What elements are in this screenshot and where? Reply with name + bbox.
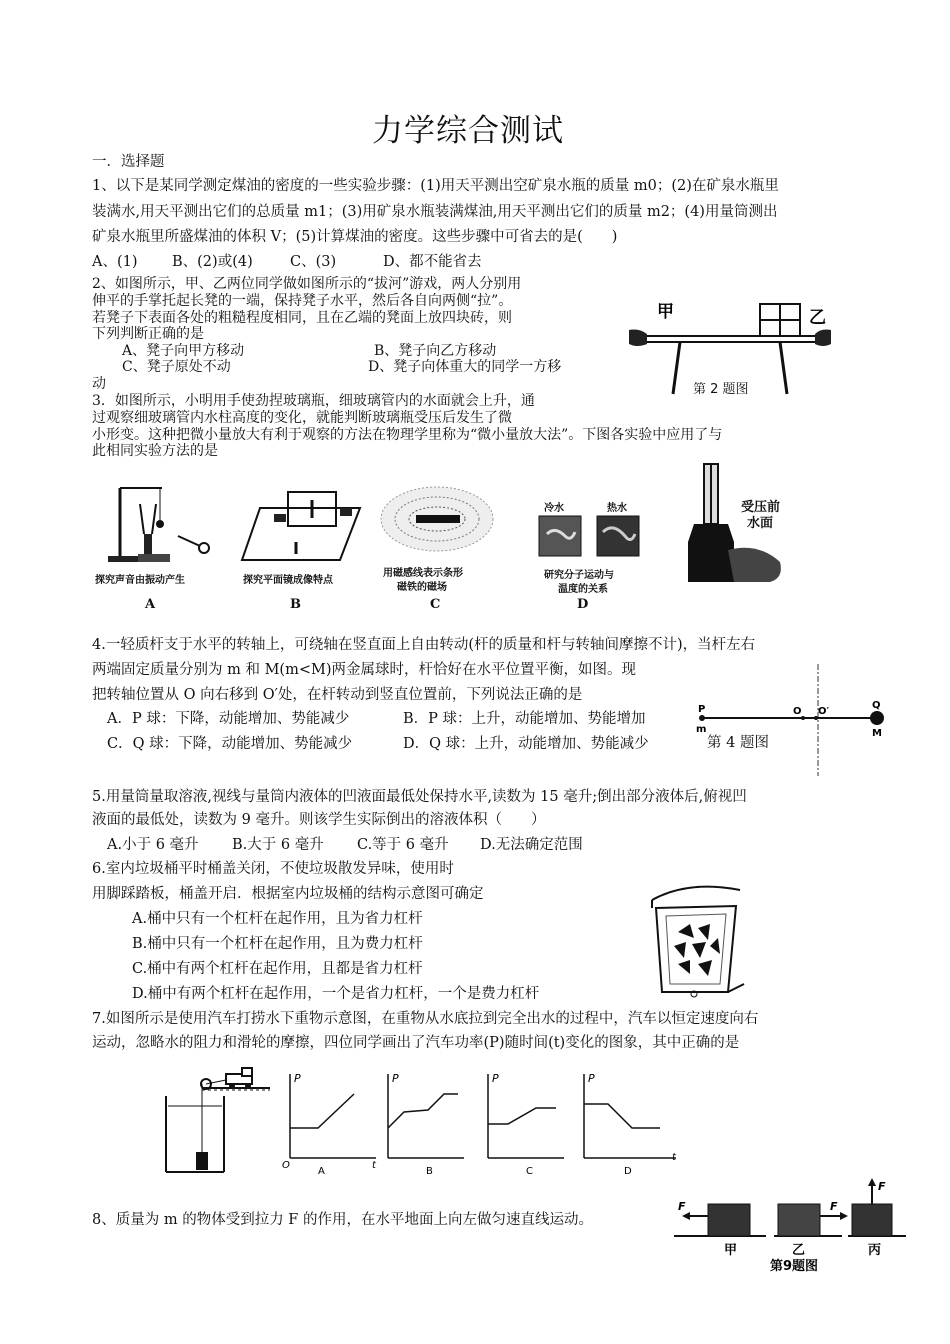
graph-d-axis-p: P xyxy=(588,1072,595,1085)
q1-option-b: B、(2)或(4) xyxy=(172,254,253,270)
fig-d-caption-1: 研究分子运动与 xyxy=(544,570,614,581)
q1-line-1: 1、以下是某同学测定煤油的密度的一些实验步骤：(1)用天平测出空矿泉水瓶的质量 m0；(2)在矿泉水瓶里 xyxy=(92,178,779,194)
fig-c-caption-2: 磁铁的磁场 xyxy=(397,582,447,593)
fig-b-letter: B xyxy=(290,597,301,612)
q4-line-1: 4.一轻质杆支于水平的转轴上，可绕轴在竖直面上自由转动(杆的质量和杆与转轴间摩擦不计)，当杆左右 xyxy=(92,637,756,653)
fig-c-caption-1: 用磁感线表示条形 xyxy=(383,568,463,579)
fig-d-letter: D xyxy=(577,597,589,612)
graph-b xyxy=(388,1072,464,1177)
q4-line-2: 两端固定质量分别为 m 和 M(m<M)两金属球时，杆恰好在水平位置平衡，如图。现 xyxy=(92,662,636,678)
hot-water-label: 热水 xyxy=(607,503,627,514)
q6-option-a: A.桶中只有一个杠杆在起作用，且为省力杠杆 xyxy=(132,911,423,927)
q4-figure-caption: 第 4 题图 xyxy=(707,735,769,751)
fig-a-caption: 探究声音由振动产生 xyxy=(95,575,185,586)
bottle-label-1: 受压前 xyxy=(741,500,781,515)
q3-line-4: 此相同实验方法的是 xyxy=(92,443,218,459)
force-label-3: F xyxy=(878,1180,886,1193)
q2-option-a: A、凳子向甲方移动 xyxy=(122,343,245,359)
forces-figure xyxy=(672,1174,908,1276)
q8-line: 8、质量为 m 的物体受到拉力 F 的作用，在水平地面上向左做匀速直线运动。 xyxy=(92,1212,593,1228)
q6-line-2: 用脚踩踏板，桶盖开启．根据室内垃圾桶的结构示意图可确定 xyxy=(92,886,484,902)
q4-option-b: B．P 球：上升，动能增加、势能增加 xyxy=(403,711,646,727)
graph-c-axis-p: P xyxy=(492,1072,499,1085)
q2-figure-caption: 第 2 题图 xyxy=(693,382,749,397)
lever-label-big-m: M xyxy=(872,728,882,739)
bench-label-jia: 甲 xyxy=(657,302,674,322)
q2-line-4: 下列判断正确的是 xyxy=(92,326,204,342)
q3-line-1: 3．如图所示，小明用手使劲捏玻璃瓶，细玻璃管内的水面就会上升，通 xyxy=(92,393,535,409)
lever-label-q: Q xyxy=(872,700,881,711)
bottle-label-2: 水面 xyxy=(747,516,774,531)
block-label-jia: 甲 xyxy=(724,1243,738,1258)
graph-d xyxy=(584,1072,677,1177)
fig-d-caption-2: 温度的关系 xyxy=(558,584,608,595)
q2-option-c: C、凳子原处不动 xyxy=(122,359,231,375)
bottle-figure xyxy=(688,462,798,586)
cold-water-label: 冷水 xyxy=(544,503,564,514)
power-time-graphs xyxy=(280,1068,680,1178)
q1-option-d: D、都不能省去 xyxy=(383,254,482,270)
q6-option-d: D.桶中有两个杠杆在起作用，一个是省力杠杆，一个是费力杠杆 xyxy=(132,986,540,1002)
q5-option-b: B.大于 6 毫升 xyxy=(232,837,324,853)
section-heading: 一．选择题 xyxy=(92,154,165,170)
page-title: 力学综合测试 xyxy=(372,113,564,149)
q4-line-3: 把转轴位置从 O 向右移到 O′处，在杆转动到竖直位置前，下列说法正确的是 xyxy=(92,687,583,703)
graph-a-origin: O xyxy=(282,1160,290,1171)
q4-option-c: C．Q 球：下降，动能增加、势能减少 xyxy=(107,736,353,752)
graph-a xyxy=(282,1072,377,1177)
lever-figure xyxy=(690,662,890,778)
graph-d-letter: D xyxy=(624,1166,632,1177)
q5-option-d: D.无法确定范围 xyxy=(480,837,583,853)
q2-option-b: B、凳子向乙方移动 xyxy=(374,343,497,359)
block-label-yi: 乙 xyxy=(792,1243,806,1258)
graph-a-axis-t: t xyxy=(372,1160,376,1171)
q7-line-1: 7.如图所示是使用汽车打捞水下重物示意图，在重物从水底拉到完全出水的过程中，汽车以恒定速度向右 xyxy=(92,1011,759,1027)
fig-c-letter: C xyxy=(430,597,441,612)
q6-option-c: C.桶中有两个杠杆在起作用，且都是省力杠杆 xyxy=(132,961,423,977)
graph-c xyxy=(488,1072,564,1177)
q2-option-d-continued: 动 xyxy=(92,376,106,392)
q6-line-1: 6.室内垃圾桶平时桶盖关闭，不使垃圾散发异味，使用时 xyxy=(92,861,454,877)
force-label-1: F xyxy=(678,1200,686,1213)
q5-option-a: A.小于 6 毫升 xyxy=(107,837,199,853)
lever-label-o-prime: O′ xyxy=(818,706,830,717)
graph-b-letter: B xyxy=(426,1166,433,1177)
magnet-field-figure xyxy=(378,484,496,554)
q1-line-3: 矿泉水瓶里所盛煤油的体积 V；(5)计算煤油的密度。这些步骤中可省去的是( ) xyxy=(92,229,618,245)
q7-line-2: 运动，忽略水的阻力和滑轮的摩擦，四位同学画出了汽车功率(P)随时间(t)变化的图象，其中正确的是 xyxy=(92,1035,740,1051)
q5-option-c: C.等于 6 毫升 xyxy=(357,837,449,853)
fig-a-letter: A xyxy=(145,597,156,612)
q5-line-1: 5.用量筒量取溶液,视线与量筒内液体的凹液面最低处保持水平,读数为 15 毫升;倒出部分液体后,俯视凹 xyxy=(92,789,747,805)
q3-line-3: 小形变。这种把微小量放大有利于观察的方法在物理学里称为“微小量放大法”。下图各实验中应用了与 xyxy=(92,427,723,443)
q2-line-2: 伸平的手掌托起长凳的一端，保持凳子水平，然后各自向两侧“拉”。 xyxy=(92,293,513,309)
q2-option-d: D、凳子向体重大的同学一方移 xyxy=(368,359,562,375)
graph-d-axis-t: t xyxy=(672,1152,676,1163)
q3-line-2: 过观察细玻璃管内水柱高度的变化，就能判断玻璃瓶受压后发生了微 xyxy=(92,410,512,426)
graph-c-letter: C xyxy=(526,1166,533,1177)
q6-option-b: B.桶中只有一个杠杆在起作用，且为费力杠杆 xyxy=(132,936,423,952)
bench-label-yi: 乙 xyxy=(809,308,826,328)
q1-line-2: 装满水,用天平测出它们的总质量 m1；(3)用矿泉水瓶装满煤油,用天平测出它们的质量 m2；(4)用量筒测出 xyxy=(92,204,778,220)
q9-figure-caption: 第9题图 xyxy=(770,1259,819,1274)
salvage-diagram xyxy=(162,1066,272,1176)
block-label-bing: 丙 xyxy=(868,1243,882,1258)
lever-label-o: O xyxy=(793,706,802,717)
q4-option-d: D．Q 球：上升，动能增加、势能减少 xyxy=(403,736,649,752)
q5-line-2: 液面的最低处，读数为 9 毫升。则该学生实际倒出的溶液体积（ ） xyxy=(92,812,546,828)
force-label-2: F xyxy=(830,1200,838,1213)
q2-line-1: 2、如图所示，甲、乙两位同学做如图所示的“拔河”游戏，两人分别用 xyxy=(92,276,522,292)
lever-label-p: P xyxy=(698,704,706,715)
graph-b-axis-p: P xyxy=(392,1072,399,1085)
q2-line-3: 若凳子下表面各处的粗糙程度相同，且在乙端的凳面上放四块砖，则 xyxy=(92,310,512,326)
q4-option-a: A．P 球：下降，动能增加、势能减少 xyxy=(107,711,350,727)
mirror-figure xyxy=(240,478,370,566)
water-cups-figure xyxy=(535,512,645,560)
graph-a-letter: A xyxy=(318,1166,325,1177)
tuning-fork-figure xyxy=(100,474,220,566)
q1-option-c: C、(3) xyxy=(290,254,337,270)
graph-a-axis-p: P xyxy=(294,1072,301,1085)
trash-can-figure xyxy=(648,884,748,1000)
fig-b-caption: 探究平面镜成像特点 xyxy=(243,575,333,586)
q1-option-a: A、(1) xyxy=(92,254,138,270)
lever-label-m: m xyxy=(696,724,707,735)
